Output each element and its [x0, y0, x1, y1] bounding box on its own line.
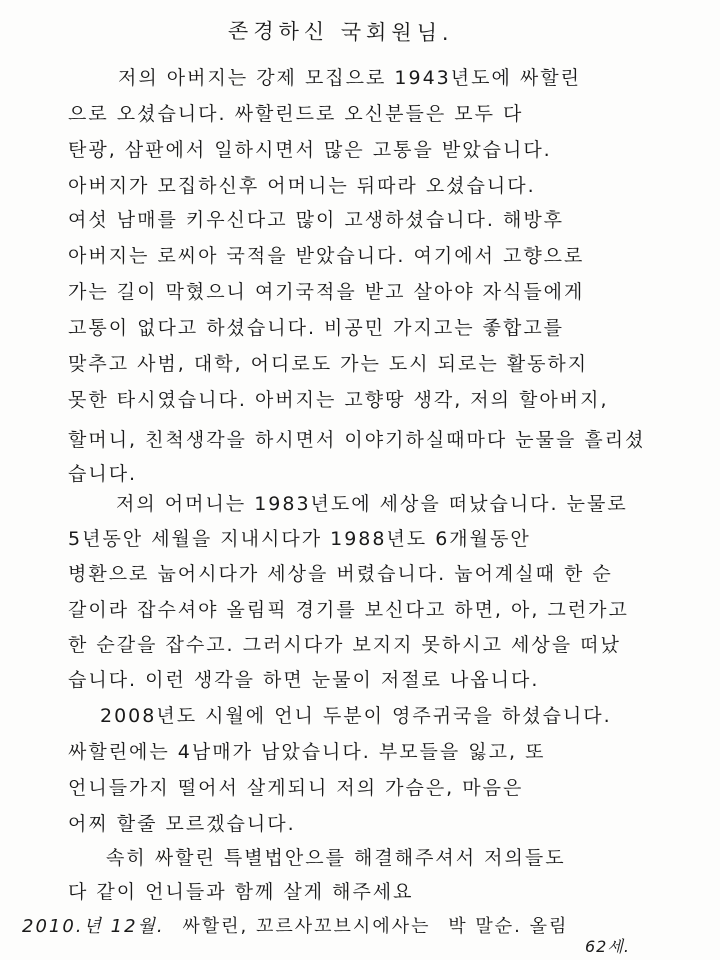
signature-date: 2010.년 12월. [22, 916, 165, 937]
letter-line-17: 한 순갈을 잡수고. 그러시다가 보지지 못하시고 세상을 떠났 [68, 634, 621, 656]
signature-age: 62세. [585, 937, 630, 956]
letter-line-21: 언니들가지 떨어서 살게되니 저의 가슴은, 마음은 [68, 777, 524, 799]
letter-line-11: 할머니, 친척생각을 하시면서 이야기하실때마다 눈물을 흘리셨 [68, 429, 646, 451]
signature-line [22, 912, 568, 938]
letter-line-22: 어찌 할줄 모르겠습니다. [68, 813, 296, 835]
letter-line-20: 싸할린에는 4남매가 남았습니다. 부모들을 잃고, 또 [68, 741, 546, 763]
letter-line-14: 5년동안 세월을 지내시다가 1988년도 6개월동안 [68, 528, 531, 550]
letter-line-8: 고통이 없다고 하셨습니다. 비공민 가지고는 좋합고를 [68, 317, 565, 339]
letter-line-10: 못한 타시였습니다. 아버지는 고향땅 생각, 저의 할아버지, [68, 389, 609, 411]
letter-line-3: 탄광, 삼판에서 일하시면서 많은 고통을 받았습니다. [68, 139, 552, 161]
letter-line-1: 저의 아버지는 강제 모집으로 1943년도에 싸할린 [118, 67, 581, 89]
letter-line-23: 속히 싸할린 특별법안으를 해결해주셔서 저의들도 [106, 847, 566, 869]
letter-line-7: 가는 길이 막혔으니 여기국적을 받고 살아야 자식들에게 [68, 281, 585, 303]
letter-line-13: 저의 어머니는 1983년도에 세상을 떠났습니다. 눈물로 [116, 493, 628, 515]
letter-line-18: 습니다. 이런 생각을 하면 눈물이 저절로 나옵니다. [68, 669, 540, 691]
signature-name: 박 말순. 올림 [448, 916, 569, 937]
letter-line-6: 아버지는 로씨아 국적을 받았습니다. 여기에서 고향으로 [68, 245, 585, 267]
letter-line-24: 다 같이 언니들과 함께 살게 해주세요 [68, 881, 414, 903]
letter-line-2: 으로 오셨습니다. 싸할린드로 오신분들은 모두 다 [68, 103, 524, 125]
letter-line-9: 맞추고 사범, 대학, 어디로도 가는 도시 되로는 활동하지 [68, 353, 589, 375]
letter-greeting: 존경하신 국회원님. [227, 18, 454, 46]
signature-location: 싸할린, 꼬르사꼬브시에사는 [182, 916, 431, 937]
letter-line-12: 습니다. [68, 463, 138, 485]
letter-line-4: 아버지가 모집하신후 어머니는 뒤따라 오셨습니다. [68, 175, 536, 197]
letter-line-15: 병환으로 눕어시다가 세상을 버렸습니다. 눕어계실때 한 순 [68, 563, 613, 585]
letter-line-19: 2008년도 시월에 언니 두분이 영주귀국을 하셨습니다. [100, 705, 612, 727]
letter-line-5: 여섯 남매를 키우신다고 많이 고생하셨습니다. 해방후 [68, 209, 565, 231]
letter-line-16: 갈이라 잡수셔야 올림픽 경기를 보신다고 하면, 아, 그런가고 [68, 599, 629, 621]
